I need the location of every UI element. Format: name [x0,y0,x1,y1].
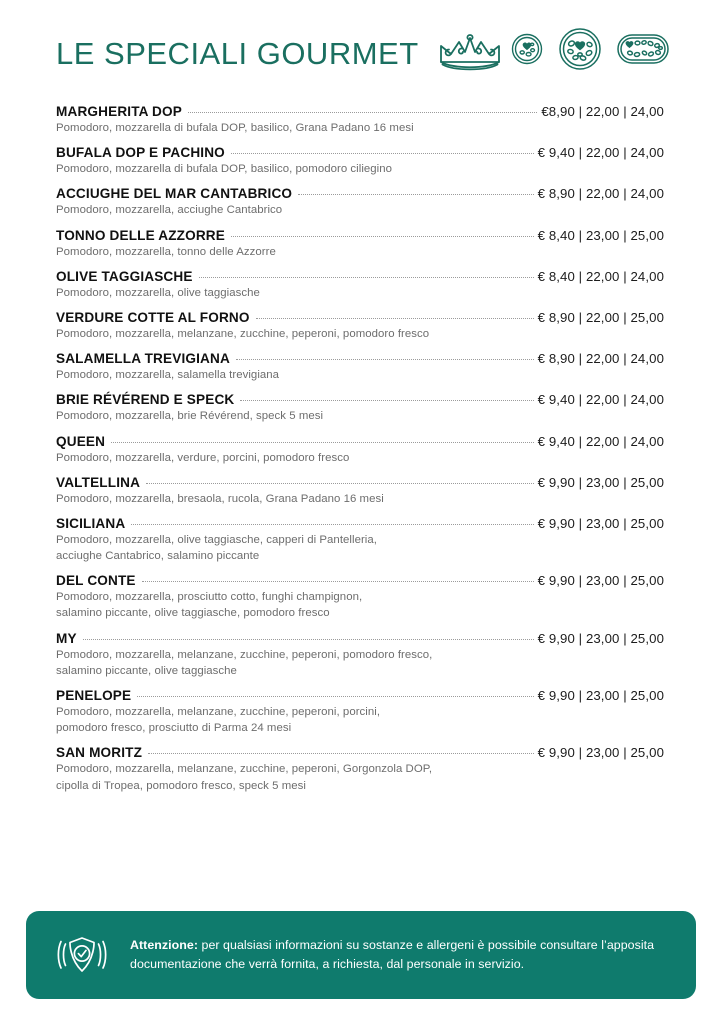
menu-item-description-line: Pomodoro, mozzarella di bufala DOP, basilico, pomodoro ciliegino [56,163,393,176]
menu-item-name: OLIVE TAGGIASCHE [56,268,193,284]
menu-item-description-line: Pomodoro, mozzarella, melanzane, zucchine, peperoni, Gorgonzola DOP, [56,763,433,776]
dot-leader [298,194,533,195]
menu-item-description-line: Pomodoro, mozzarella di bufala DOP, basilico, Grana Padano 16 mesi [56,122,414,134]
crown-icon [437,28,503,72]
menu-item [56,434,664,466]
menu-item-price: € 9,40 | 22,00 | 24,00 [537,433,664,449]
dot-leader [188,112,537,113]
menu-item-description-line: Pomodoro, mozzarella, melanzane, zucchine, peperoni, porcini, [56,706,381,718]
menu-item-head [56,573,664,588]
menu-item-description [56,367,664,383]
menu-item-head [56,145,664,160]
dot-leader [131,524,533,525]
menu-item-description-line: Pomodoro, mozzarella, olive taggiasche [56,286,260,299]
menu-item-name: SAN MORITZ [56,745,143,761]
menu-item-head [56,688,664,703]
menu-item-price: € 8,90 | 22,00 | 24,00 [537,186,664,202]
menu-item-price: € 9,90 | 23,00 | 25,00 [537,630,664,646]
menu-item [56,631,664,679]
menu-item [56,745,664,793]
menu-item [56,573,664,621]
menu-item-description [56,408,664,424]
menu-item-head [56,228,664,243]
menu-item-description-line: salamino piccante, olive taggiasche [56,664,237,677]
dot-leader [111,442,534,443]
menu-item-name: BRIE RÉVÉREND E SPECK [56,392,235,408]
menu-item-description-line: Pomodoro, mozzarella, salamella trevigiana [56,369,280,382]
menu-item-description-line: Pomodoro, mozzarella, bresaola, rucola, Grana Padano 16 mesi [56,492,384,505]
menu-item-head [56,104,664,119]
menu-item-description [56,532,664,564]
menu-item-description-line: Pomodoro, mozzarella, olive taggiasche, capperi di Pantelleria, [56,533,377,546]
page-header [0,0,722,100]
menu-item-name: SALAMELLA TREVIGIANA [56,351,230,367]
menu-item-description-line: Pomodoro, mozzarella, verdure, porcini, pomodoro fresco [56,451,350,464]
allergen-notice-banner [26,911,696,999]
allergen-notice-body: per qualsiasi informazioni su sostanze e allergeni è possibile consultare l’apposita documentazione che verrà fornita, a richiesta, dal personale in servizio. [130,938,655,971]
menu-item-description-line: cipolla di Tropea, pomodoro fresco, speck 5 mesi [56,779,306,792]
menu-item-description [56,761,664,793]
menu-item [56,310,664,342]
menu-item-description-line: Pomodoro, mozzarella, brie Révérend, speck 5 mesi [56,410,324,423]
menu-item-description [56,285,664,301]
menu-item-description [56,450,664,466]
pizza-size-icons [510,25,670,76]
menu-item-name: ACCIUGHE DEL MAR CANTABRICO [56,186,293,202]
dot-leader [240,400,533,401]
menu-item [56,145,664,177]
menu-item-head [56,516,664,531]
menu-item [56,475,664,507]
menu-item-name: DEL CONTE [56,573,136,589]
allergen-notice-text [130,936,670,974]
menu-item-description [56,120,664,136]
menu-item-head [56,745,664,760]
menu-item-price: € 8,40 | 23,00 | 25,00 [537,227,664,243]
pizza-large-round-icon [558,27,602,76]
menu-item-name: MARGHERITA DOP [56,104,182,119]
menu-item-price: € 9,90 | 23,00 | 25,00 [537,474,664,490]
dot-leader [142,581,534,582]
menu-item-price: € 9,90 | 23,00 | 25,00 [537,515,664,531]
menu-item-price: € 9,40 | 22,00 | 24,00 [537,392,664,408]
menu-item [56,516,664,564]
menu-item-price: € 8,90 | 22,00 | 24,00 [537,351,664,367]
menu-item-price: € 9,90 | 23,00 | 25,00 [537,745,664,761]
dot-leader [256,318,534,319]
menu-item-price: € 8,90 | 22,00 | 25,00 [537,309,664,325]
dot-leader [83,639,534,640]
menu-list [56,104,664,803]
dot-leader [199,277,534,278]
menu-item-description-line: Pomodoro, mozzarella, melanzane, zucchine, peperoni, pomodoro fresco, [56,648,433,661]
menu-item-description-line: Pomodoro, mozzarella, tonno delle Azzorre [56,245,276,258]
menu-item [56,688,664,736]
allergen-notice-label: Attenzione: [130,938,199,953]
menu-item-price: € 9,90 | 23,00 | 25,00 [537,573,664,589]
menu-item-name: QUEEN [56,433,106,449]
shield-check-icon [56,931,108,979]
menu-item-description [56,326,664,342]
pizza-small-round-icon [510,32,544,71]
menu-item-description [56,704,664,736]
dot-leader [146,483,534,484]
menu-item-description-line: acciughe Cantabrico, salamino piccante [56,550,260,563]
dot-leader [148,753,534,754]
menu-item [56,392,664,424]
menu-item-price: € 9,40 | 22,00 | 24,00 [537,145,664,161]
menu-item-name: SICILIANA [56,515,126,531]
menu-item-head [56,310,664,325]
menu-item-head [56,392,664,407]
menu-item-head [56,186,664,201]
dot-leader [236,359,534,360]
menu-item [56,186,664,218]
dot-leader [231,153,534,154]
menu-item-name: PENELOPE [56,688,132,703]
menu-item [56,269,664,301]
menu-item-name: TONNO DELLE AZZORRE [56,227,225,243]
menu-item-description-line: Pomodoro, mozzarella, melanzane, zucchine, peperoni, pomodoro fresco [56,327,430,340]
menu-item-description [56,202,664,218]
dot-leader [137,696,533,697]
menu-item-name: MY [56,630,77,646]
menu-item-name: BUFALA DOP E PACHINO [56,145,225,161]
pizza-pala-oval-icon [616,30,670,73]
menu-item-name: VERDURE COTTE AL FORNO [56,309,250,325]
menu-item-description [56,647,664,679]
menu-item-price: €8,90 | 22,00 | 24,00 [541,104,664,119]
menu-item-description-line: pomodoro fresco, prosciutto di Parma 24 mesi [56,722,292,735]
menu-item-description [56,589,664,621]
menu-item-head [56,475,664,490]
menu-item [56,351,664,383]
menu-item-price: € 9,90 | 23,00 | 25,00 [537,688,664,703]
menu-item-description-line: salamino piccante, olive taggiasche, pomodoro fresco [56,607,330,620]
menu-item-price: € 8,40 | 22,00 | 24,00 [537,268,664,284]
menu-item-head [56,351,664,366]
menu-item-description-line: Pomodoro, mozzarella, acciughe Cantabrico [56,204,283,217]
menu-item-head [56,631,664,646]
menu-item-description [56,491,664,507]
menu-item-description-line: Pomodoro, mozzarella, prosciutto cotto, funghi champignon, [56,591,363,604]
menu-item-head [56,269,664,284]
menu-item-description [56,161,664,177]
dot-leader [231,236,534,237]
menu-item [56,228,664,260]
menu-item [56,104,664,136]
page-title: LE SPECIALI GOURMET [56,35,419,71]
menu-item-description [56,244,664,260]
menu-item-head [56,434,664,449]
menu-item-name: VALTELLINA [56,474,141,490]
